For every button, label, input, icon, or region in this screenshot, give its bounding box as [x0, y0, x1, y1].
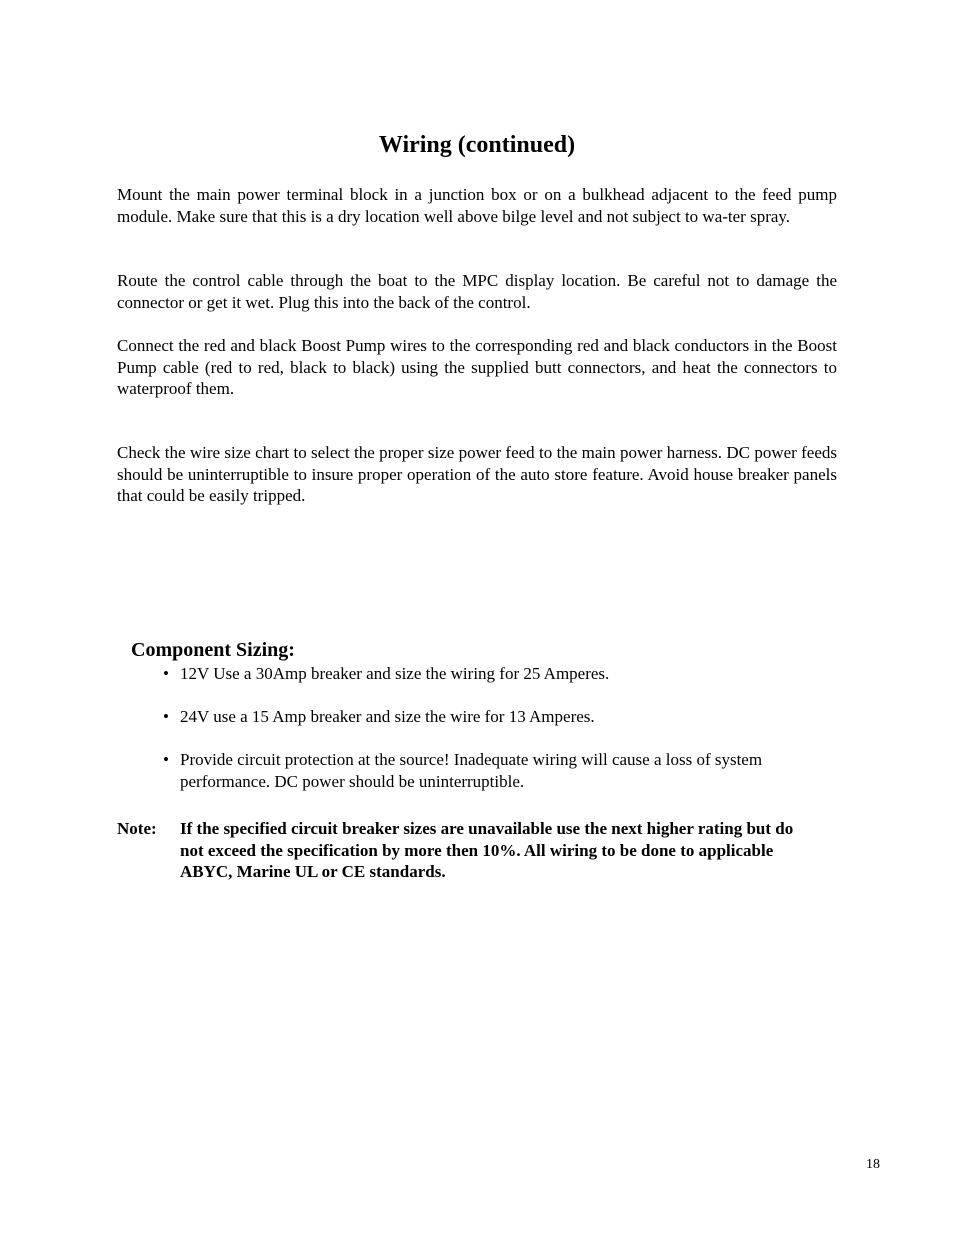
- paragraph-wire-size: Check the wire size chart to select the proper size power feed to the main power harness. DC power feeds should be uninterruptible to insure proper operation of the auto store feature. Avoid house breaker panels that could be easily tripped.: [117, 443, 837, 506]
- list-item: [163, 749, 803, 792]
- list-item-text: 12V Use a 30Amp breaker and size the wiring for 25 Amperes.: [180, 664, 610, 683]
- bullet-icon: •: [163, 664, 169, 683]
- component-sizing-heading: Component Sizing:: [131, 639, 295, 661]
- page-number: 18: [866, 1157, 880, 1172]
- bullet-icon: •: [163, 750, 169, 769]
- list-item-text: 24V use a 15 Amp breaker and size the wire for 13 Amperes.: [180, 707, 595, 726]
- note-label: Note:: [117, 819, 157, 838]
- paragraph-control-cable: Route the control cable through the boat to the MPC display location. Be careful not to damage the connector or get it wet. Plug this into the back of the control.: [117, 271, 837, 312]
- list-item: [163, 663, 803, 685]
- list-item: [163, 706, 803, 728]
- list-item-text: Provide circuit protection at the source! Inadequate wiring will cause a loss of system performance. DC power should be uninterruptible.: [180, 750, 763, 791]
- paragraph-terminal-block: Mount the main power terminal block in a junction box or on a bulkhead adjacent to the feed pump module. Make sure that this is a dry location well above bilge level and not subject to wa-ter spray.: [117, 185, 837, 226]
- page-title: Wiring (continued): [378, 132, 576, 158]
- bullet-icon: •: [163, 707, 169, 726]
- paragraph-boost-pump-wires: Connect the red and black Boost Pump wires to the corresponding red and black conductors in the Boost Pump cable (red to red, black to black) using the supplied butt connectors, and heat the connectors to waterproof them.: [117, 336, 837, 399]
- note-text: If the specified circuit breaker sizes are unavailable use the next higher rating but do not exceed the specification by more then 10%. All wiring to be done to applicable ABYC, Marine UL or CE standards.: [180, 819, 794, 882]
